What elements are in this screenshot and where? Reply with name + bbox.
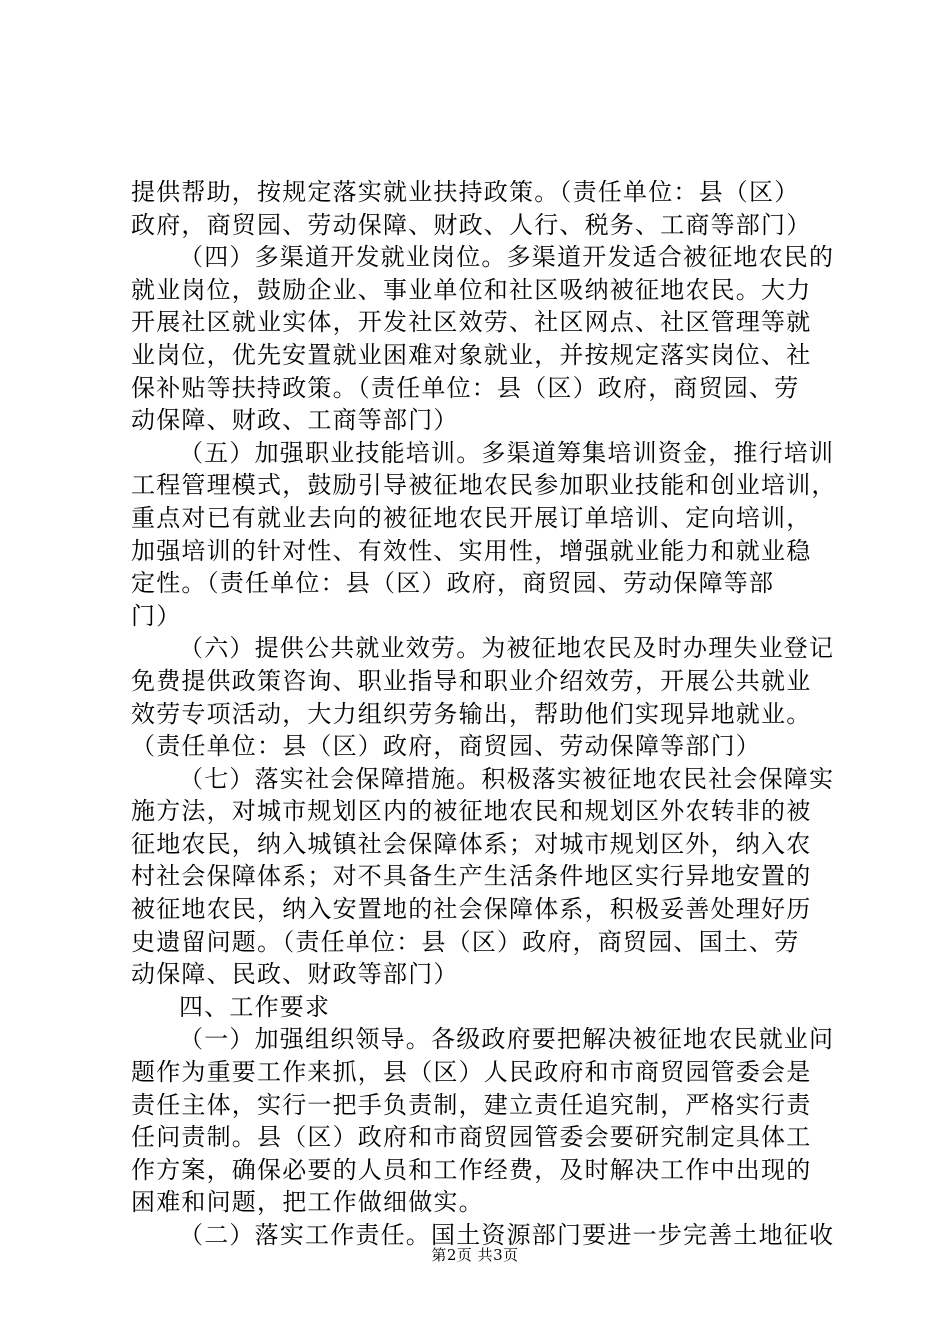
text-line: （四）多渠道开发就业岗位。多渠道开发适合被征地农民的 (179, 243, 835, 272)
text-line: （六）提供公共就业效劳。为被征地农民及时办理失业登记 (179, 634, 835, 663)
text-line: （二）落实工作责任。国土资源部门要进一步完善土地征收 (179, 1221, 835, 1249)
text-line: 作方案，确保必要的人员和工作经费，及时解决工作中出现的 (131, 1155, 812, 1184)
text-line: 施方法，对城市规划区内的被征地农民和规划区外农转非的被 (131, 797, 812, 826)
text-line: 任问责制。县（区）政府和市商贸园管委会要研究制定具体工 (131, 1123, 812, 1152)
text-line: 就业岗位，鼓励企业、事业单位和社区吸纳被征地农民。大力 (131, 275, 812, 304)
text-line: （五）加强职业技能培训。多渠道筹集培训资金，推行培训 (179, 438, 835, 467)
text-line: （一）加强组织领导。各级政府要把解决被征地农民就业问 (179, 1025, 835, 1054)
text-line: 门） (131, 601, 182, 630)
text-line: 效劳专项活动，大力组织劳务输出，帮助他们实现异地就业。 (131, 699, 812, 728)
text-line: 提供帮助，按规定落实就业扶持政策。（责任单位：县（区） (131, 178, 800, 206)
text-line: 加强培训的针对性、有效性、实用性，增强就业能力和就业稳 (131, 536, 812, 565)
text-line: 定性。（责任单位：县（区）政府，商贸园、劳动保障等部 (131, 569, 775, 598)
text-line: 题作为重要工作来抓，县（区）人民政府和市商贸园管委会是 (131, 1058, 812, 1087)
text-line: 保补贴等扶持政策。（责任单位：县（区）政府，商贸园、劳 (131, 373, 800, 402)
text-line: 业岗位，优先安置就业困难对象就业，并按规定落实岗位、社 (131, 340, 812, 369)
text-line: 责任主体，实行一把手负责制，建立责任追究制，严格实行责 (131, 1090, 812, 1119)
text-line: （七）落实社会保障措施。积极落实被征地农民社会保障实 (179, 764, 835, 793)
text-line: 工程管理模式，鼓励引导被征地农民参加职业技能和创业培训， (131, 471, 837, 500)
document-body (131, 176, 839, 1252)
page-number: 第2页 共3页 (431, 1246, 519, 1264)
text-line: 困难和问题，把工作做细做实。 (131, 1188, 484, 1217)
text-line: 史遗留问题。（责任单位：县（区）政府，商贸园、国土、劳 (131, 927, 800, 956)
text-line: 动保障、财政、工商等部门） (131, 406, 459, 435)
text-line: （责任单位：县（区）政府，商贸园、劳动保障等部门） (131, 732, 761, 761)
text-line: 政府，商贸园、劳动保障、财政、人行、税务、工商等部门） (131, 210, 812, 239)
text-line: 动保障、民政、财政等部门） (131, 960, 459, 989)
text-line: 重点对已有就业去向的被征地农民开展订单培训、定向培训， (131, 503, 812, 532)
page-footer (0, 1245, 950, 1265)
text-line: 免费提供政策咨询、职业指导和职业介绍效劳，开展公共就业 (131, 666, 812, 695)
text-line: 开展社区就业实体，开发社区效劳、社区网点、社区管理等就 (131, 308, 812, 337)
text-line: 村社会保障体系；对不具备生产生活条件地区实行异地安置的 (131, 862, 812, 891)
section-heading: 四、工作要求 (179, 992, 331, 1021)
text-line: 被征地农民，纳入安置地的社会保障体系，积极妥善处理好历 (131, 895, 812, 924)
text-line: 征地农民，纳入城镇社会保障体系；对城市规划区外，纳入农 (131, 829, 812, 858)
